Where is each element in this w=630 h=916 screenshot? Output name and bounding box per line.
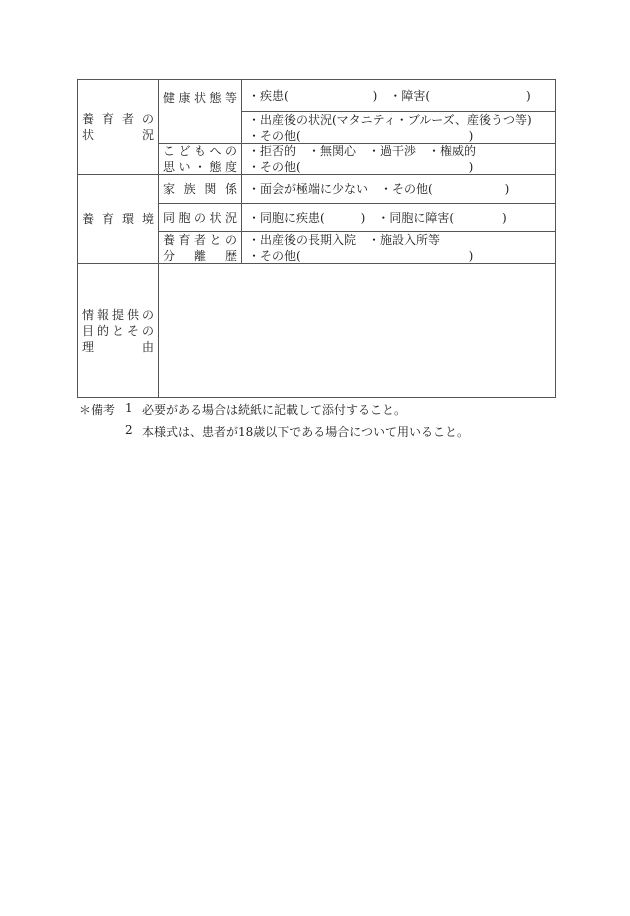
attitude-to-child-label: [159, 144, 241, 174]
label-line: 養育環境: [82, 212, 154, 226]
option-line: ・疾患( ) ・障害( ): [248, 88, 531, 103]
purpose-and-reason-field[interactable]: [159, 264, 555, 397]
label-line: 思い・態度: [163, 160, 237, 174]
health-status-label: [159, 80, 241, 143]
caregiver-status-label: [78, 80, 158, 174]
option-line: ・その他( ): [248, 160, 474, 174]
option-line: ・その他( ): [248, 128, 474, 143]
label-line: 情報提供の: [82, 307, 154, 322]
label-line: 同胞の状況: [163, 210, 237, 225]
label-line: こどもへの: [163, 144, 237, 158]
label-line: 状況: [82, 128, 154, 142]
sibling-status-label: [159, 204, 241, 231]
separation-history-label: [159, 232, 241, 263]
option-line: ・出産後の長期入院 ・施設入所等: [248, 232, 441, 247]
family-relations-label: [159, 175, 241, 203]
note-text: 本様式は、患者が18歳以下である場合について用いること。: [142, 425, 470, 439]
care-environment-label: [78, 175, 158, 263]
sibling-status-options[interactable]: [242, 204, 555, 231]
option-line: ・その他( ): [248, 248, 474, 263]
label-line: 養育者の: [82, 112, 154, 126]
note-text: 必要がある場合は続紙に記載して添付すること。: [142, 403, 407, 417]
label-line: 理由: [82, 339, 154, 354]
purpose-and-reason-label: [78, 264, 158, 397]
label-line: 家族関係: [163, 182, 237, 196]
attitude-options[interactable]: [242, 144, 555, 174]
label-line: 健康状態等: [163, 91, 237, 105]
option-line: ・出産後の状況(マタニティ・ブルーズ、産後うつ等): [248, 112, 532, 127]
notes-prefix: ＊備考: [79, 403, 116, 417]
health-options-2[interactable]: [242, 112, 555, 143]
label-line: 養育者との: [163, 232, 237, 247]
child-info-form-table: [77, 79, 556, 398]
note-number: 2: [125, 423, 133, 437]
family-relations-options[interactable]: [242, 175, 555, 203]
option-line: ・拒否的 ・無関心 ・過干渉 ・権威的: [248, 144, 477, 158]
separation-history-options[interactable]: [242, 232, 555, 263]
label-line: 目的とその: [82, 323, 154, 338]
label-line: 分離歴: [163, 248, 237, 263]
health-options-1[interactable]: [242, 80, 555, 111]
option-line: ・同胞に疾患( ) ・同胞に障害( ): [248, 210, 507, 225]
option-line: ・面会が極端に少ない ・その他( ): [248, 182, 510, 196]
note-number: 1: [125, 401, 133, 415]
